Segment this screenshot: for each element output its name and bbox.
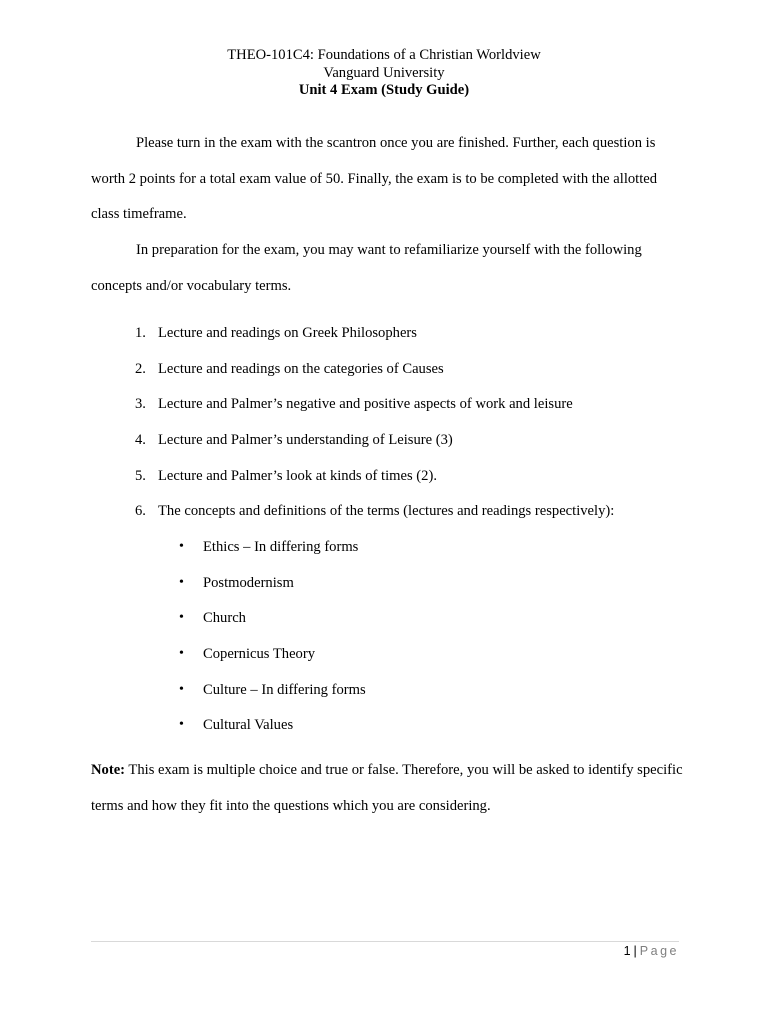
bullet-text: Copernicus Theory bbox=[203, 646, 315, 663]
list-number: 6. bbox=[135, 503, 146, 520]
list-number: 2. bbox=[135, 360, 146, 377]
list-number: 1. bbox=[135, 325, 146, 341]
bullet-item bbox=[91, 573, 683, 609]
page-footer bbox=[624, 942, 679, 960]
note-label: Note: bbox=[91, 762, 126, 778]
bullet-icon: • bbox=[179, 539, 184, 554]
list-number: 5. bbox=[135, 467, 146, 484]
bullet-text: Ethics – In differing forms bbox=[203, 539, 359, 555]
list-item bbox=[91, 394, 683, 430]
bullet-item bbox=[91, 537, 683, 573]
footer-divider bbox=[91, 941, 679, 942]
list-number: 4. bbox=[135, 432, 146, 449]
vocabulary-terms-list bbox=[91, 537, 683, 751]
list-text: The concepts and definitions of the terms (lectures and readings respectively): bbox=[158, 503, 615, 520]
bullet-text: Culture – In differing forms bbox=[203, 681, 366, 698]
page-number: 1 bbox=[623, 944, 631, 958]
bullet-icon: • bbox=[179, 646, 184, 662]
study-topics-list bbox=[91, 323, 683, 537]
bullet-item bbox=[91, 680, 683, 716]
bullet-icon: • bbox=[179, 717, 184, 733]
exam-title: Unit 4 Exam (Study Guide) bbox=[298, 82, 470, 98]
list-text: Lecture and Palmer’s negative and positive aspects of work and leisure bbox=[158, 396, 573, 413]
list-item bbox=[91, 466, 683, 502]
bullet-text: Postmodernism bbox=[203, 574, 294, 591]
page-label: Page bbox=[639, 944, 679, 958]
bullet-item bbox=[91, 608, 683, 644]
bullet-text: Church bbox=[203, 610, 246, 627]
note-paragraph bbox=[91, 753, 683, 824]
list-item bbox=[91, 359, 683, 395]
institution-name: Vanguard University bbox=[323, 64, 445, 81]
list-text: Lecture and Palmer’s understanding of Leisure (3) bbox=[158, 432, 453, 449]
document-header bbox=[0, 47, 768, 100]
preparation-paragraph bbox=[91, 233, 683, 304]
list-item bbox=[91, 501, 683, 537]
list-text: Lecture and readings on Greek Philosophers bbox=[158, 325, 417, 341]
bullet-icon: • bbox=[179, 681, 184, 697]
list-text: Lecture and readings on the categories of Causes bbox=[158, 360, 444, 377]
instructions-paragraph bbox=[91, 126, 683, 233]
bullet-item bbox=[91, 715, 683, 751]
list-item bbox=[91, 323, 683, 359]
list-item bbox=[91, 430, 683, 466]
preparation-text: In preparation for the exam, you may want to refamiliarize yourself with the following concepts and/or vocabulary terms. bbox=[91, 242, 642, 294]
instructions-text: Please turn in the exam with the scantron once you are finished. Further, each question is worth 2 points for a total exam value of 50. Finally, the exam is to be completed with the allotted class timeframe. bbox=[91, 135, 658, 223]
note-text: This exam is multiple choice and true or false. Therefore, you will be asked to identify specific terms and how they fit into the questions which you are considering. bbox=[91, 762, 683, 814]
footer-separator: | bbox=[633, 944, 637, 958]
bullet-item bbox=[91, 644, 683, 680]
list-text: Lecture and Palmer’s look at kinds of times (2). bbox=[158, 467, 437, 484]
course-title: THEO-101C4: Foundations of a Christian Worldview bbox=[227, 47, 541, 63]
list-number: 3. bbox=[135, 396, 146, 413]
bullet-icon: • bbox=[179, 610, 184, 626]
bullet-text: Cultural Values bbox=[203, 717, 294, 734]
bullet-icon: • bbox=[179, 574, 184, 590]
